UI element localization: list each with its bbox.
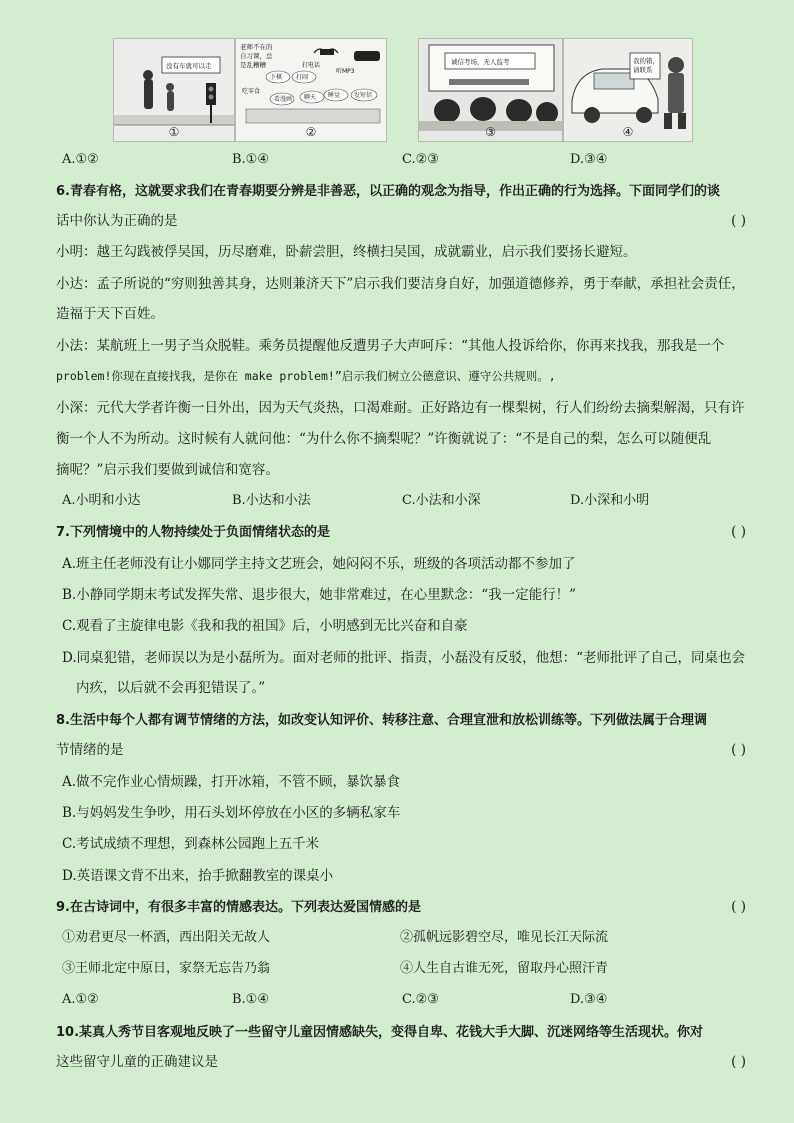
- bubble-6: 看漫画: [274, 96, 293, 103]
- q9-stem: 9.在古诗词中，有很多丰富的情感表达。下列表达爱国情感的是 ( ): [56, 899, 746, 915]
- q5-option-c[interactable]: C.②③: [402, 152, 439, 167]
- figure-label-3: ③: [485, 125, 496, 139]
- q8-answer-bracket[interactable]: ( ): [731, 742, 746, 758]
- q9-poem-1: ①劝君更尽一杯酒，西出阳关无故人: [62, 930, 271, 945]
- q7-option-c[interactable]: C.观看了主旋律电影《我和我的祖国》后，小明感到无比兴奋和自豪: [62, 618, 468, 634]
- bubble-0: 打电话: [302, 62, 321, 69]
- q6-xiaoshen-line1: 小深：元代大学者许衡一日外出，因为天气炎热，口渴难耐。正好路边有一棵梨树，行人们纷纷去摘梨解渴，只有许: [56, 400, 745, 416]
- p3-sign-text: 诚信考场，无人监考: [451, 58, 510, 66]
- q7-stem: 7.下列情境中的人物持续处于负面情绪状态的是 ( ): [56, 524, 746, 540]
- figure-panel-3: [418, 38, 563, 142]
- svg-text:是乱糟糟: 是乱糟糟: [240, 61, 266, 69]
- q9-option-d[interactable]: D.③④: [570, 992, 608, 1007]
- q9-option-c[interactable]: C.②③: [402, 992, 439, 1007]
- q5-option-a[interactable]: A.①②: [62, 152, 99, 167]
- q8-option-d[interactable]: D.英语课文背不出来，抬手掀翻教室的课桌小: [62, 868, 334, 884]
- figure-label-1: ①: [168, 125, 180, 139]
- figure-panel-2: [235, 38, 387, 142]
- q7-option-a[interactable]: A.班主任老师没有让小娜同学主持文艺班会，她闷闷不乐，班级的各项活动都不参加了: [62, 556, 576, 572]
- q10-answer-bracket[interactable]: ( ): [731, 1054, 746, 1070]
- q6-xiaofa-line2: problem!你现在直接找我，是你在 make problem!”启示我们树立公德意识、遵守公共规则。,: [56, 369, 556, 383]
- q6-option-d[interactable]: D.小深和小明: [570, 493, 650, 508]
- svg-text:自习课，总: 自习课，总: [240, 52, 273, 60]
- q7-option-b[interactable]: B.小静同学期末考试发挥失常、退步很大，她非常难过，在心里默念：“我一定能行！”: [62, 587, 577, 603]
- bubble-1: 下棋: [270, 74, 283, 81]
- bubble-3: 听MP3: [336, 68, 355, 75]
- q9-option-a[interactable]: A.①②: [62, 992, 99, 1007]
- q8-stem-line2: 节情绪的是 ( ): [56, 742, 746, 758]
- q9-poem-3: ③王师北定中原日，家祭无忘告乃翁: [62, 961, 271, 976]
- bubble-2: 打闹: [296, 74, 309, 81]
- q7-answer-bracket[interactable]: ( ): [731, 524, 746, 540]
- q8-stem-line1: 8.生活中每个人都有调节情绪的方法，如改变认知评价、转移注意、合理宣泄和放松训练等。下列做法属于合理调: [56, 713, 707, 728]
- svg-text:请联系: 请联系: [633, 66, 653, 74]
- q8-option-b[interactable]: B.与妈妈发生争吵，用石头划坏停放在小区的多辆私家车: [62, 805, 401, 821]
- figure-label-4: ④: [622, 125, 634, 139]
- q6-option-c[interactable]: C.小法和小深: [402, 493, 481, 508]
- q6-answer-bracket[interactable]: ( ): [731, 213, 746, 229]
- q9-poem-2: ②孤帆远影碧空尽，唯见长江天际流: [400, 930, 609, 945]
- figure-panel-4: [563, 38, 693, 142]
- q7-option-d-line1[interactable]: D.同桌犯错，老师误以为是小磊所为。面对老师的批评、指责，小磊没有反驳，他想：“老师批评了自己，同桌也会: [62, 650, 746, 666]
- q8-option-c[interactable]: C.考试成绩不理想，到森林公园跑上五千米: [62, 836, 320, 852]
- q9-answer-bracket[interactable]: ( ): [731, 899, 746, 915]
- q10-stem-line1: 10.某真人秀节目客观地反映了一些留守儿童因情感缺失，变得自卑、花钱大手大脚、沉迷网络等生活现状。你对: [56, 1025, 704, 1040]
- q6-xiaoshen-line3: 摘呢？”启示我们要做到诚信和宽容。: [56, 462, 279, 478]
- q6-xiaoda-line1: 小达：孟子所说的“穷则独善其身，达则兼济天下”启示我们要洁身自好，加强道德修养，勇于奉献，承担社会责任，: [56, 276, 745, 292]
- q7-option-d-line2: 内疚，以后就不会再犯错误了。”: [76, 680, 266, 696]
- q6-xiaoda-line2: 造福于天下百姓。: [56, 306, 164, 322]
- q9-option-b[interactable]: B.①④: [232, 992, 269, 1007]
- figure-label-2: ②: [305, 125, 317, 139]
- bubble-4: 睡觉: [328, 92, 341, 99]
- figure-panel-1: [113, 38, 235, 142]
- bubble-5: 聊天: [304, 94, 317, 101]
- q6-option-a[interactable]: A.小明和小达: [62, 493, 141, 508]
- q6-stem-line2: 话中你认为正确的是 ( ): [56, 213, 746, 229]
- q8-option-a[interactable]: A.做不完作业心情烦躁，打开冰箱，不管不顾，暴饮暴食: [62, 774, 401, 790]
- q5-option-b[interactable]: B.①④: [232, 152, 269, 167]
- bubble-8: 吃零食: [242, 88, 261, 95]
- bubble-7: 发短信: [354, 92, 373, 99]
- figure-strip: [113, 38, 693, 144]
- p2-sign-left: 老师不在的: [240, 43, 273, 51]
- q9-poem-4: ④人生自古谁无死，留取丹心照汗青: [400, 961, 609, 976]
- q10-stem-line2: 这些留守儿童的正确建议是 ( ): [56, 1054, 746, 1070]
- q6-option-b[interactable]: B.小达和小法: [232, 493, 311, 508]
- q6-stem-line1: 6.青春有格，这就要求我们在青春期要分辨是非善恶，以正确的观念为指导，作出正确的行为选择。下面同学们的谈: [56, 184, 720, 199]
- p4-sign-text: 我的错，: [633, 57, 659, 65]
- q6-xiaoming: 小明：越王勾践被俘吴国，历尽磨难，卧薪尝胆，终横扫吴国，成就霸业，启示我们要扬长避短。: [56, 244, 637, 260]
- q6-xiaofa-line1: 小法：某航班上一男子当众脱鞋。乘务员提醒他反遭男子大声呵斥：“其他人投诉给你，你再来找我，那我是一个: [56, 338, 725, 354]
- q5-option-d[interactable]: D.③④: [570, 152, 608, 167]
- p1-sign-text: 没有车就可以走: [166, 62, 212, 70]
- q6-xiaoshen-line2: 衡一个人不为所动。这时候有人就问他：“为什么你不摘梨呢？”许衡就说了：“不是自己的梨，怎么可以随便乱: [56, 431, 712, 447]
